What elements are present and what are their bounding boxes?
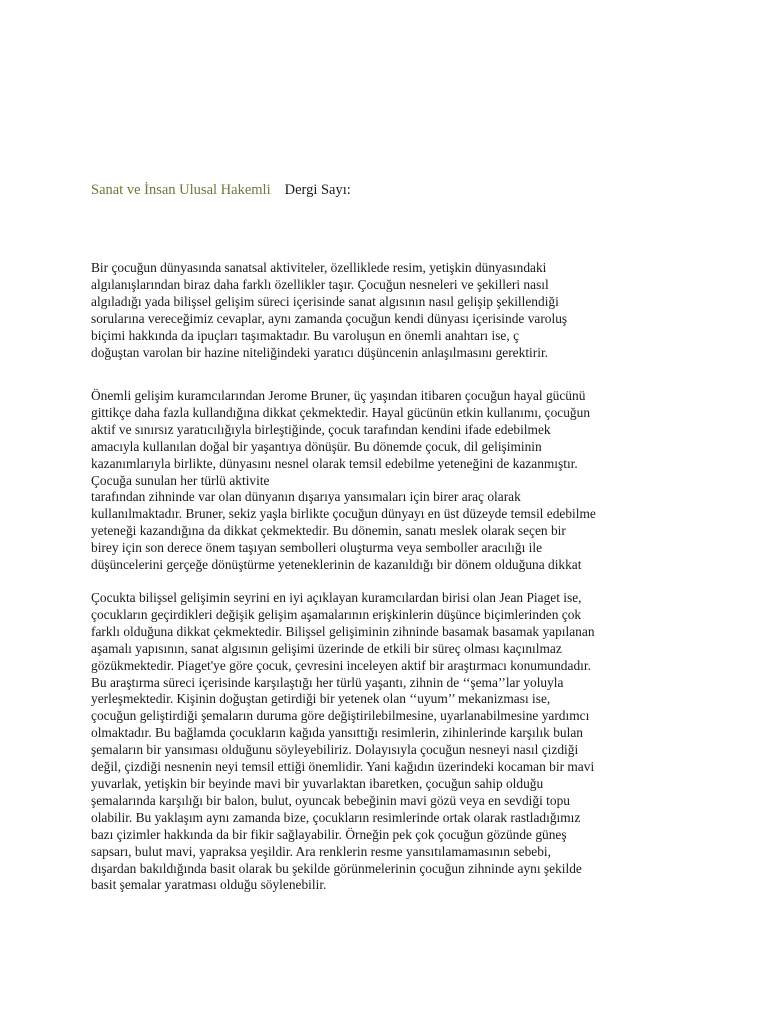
text-line: sorularına vereceğimiz cevaplar, aynı zamanda çocuğun kendi dünyası içerisinde varoluş (91, 310, 568, 326)
text-line: biçimi hakkında da ipuçları taşımaktadır. Bu varoluşun en önemli anahtarı ise, ç (91, 327, 520, 343)
text-line: birey için son derece önem taşıyan sembolleri oluşturma veya semboller aracılığı ile (91, 540, 543, 556)
text-line: aşamalı yapısının, sanat algısının gelişimi üzerinde de etkili bir süreç olması kaçınılmaz (91, 640, 562, 656)
text-line: sapsarı, bulut mavi, yapraksa yeşildir. Ara renklerin resme yansıtılamamasının sebebi, (91, 843, 551, 859)
paragraph-piaget (91, 590, 711, 894)
text-line: kazanımlarıyla birlikte, dünyasını nesnel olarak temsil edebilme yeteneğini de kazanmıştır. (91, 455, 578, 471)
text-line: Çocuğa sunulan her türlü aktivite (91, 472, 270, 488)
text-line: algıladığı yada bilişsel gelişim süreci içerisinde sanat algısının nasıl gelişip şekillendiği (91, 293, 559, 309)
text-line: Bu araştırma süreci içerisinde karşılaştığı her türlü yaşantı, zihnin de ‘‘şema’’lar yoluyla (91, 674, 564, 690)
text-line: tarafından zihninde var olan dünyanın dışarıya yansımaları için birer araç olarak (91, 489, 521, 505)
issue-label: Dergi Sayı: (284, 182, 351, 198)
text-line: dışardan bakıldığında basit olarak bu şekilde görünmelerinin çocuğun zihninde aynı şekilde (91, 860, 582, 876)
text-line: gittikçe daha fazla kullandığına dikkat çekmektedir. Hayal gücünün etkin kullanımı, çocuğun (91, 404, 591, 420)
text-line: olmaktadır. Bu bağlamda çocukların kağıda yansıttığı resimlerin, zihinlerinde karşılık bulan (91, 725, 583, 741)
text-line: amacıyla kullanılan doğal bir yaşantıya dönüşür. Bu dönemde çocuk, dil gelişiminin (91, 438, 542, 454)
text-line: yerleşmektedir. Kişinin doğuştan getirdiği bir yetenek olan ‘‘uyum’’ mekanizması ise, (91, 691, 551, 707)
text-line: gözükmektedir. Piaget'ye göre çocuk, çevresini inceleyen aktif bir araştırmacı konumundadır. (91, 657, 591, 673)
text-line: şemalarında karşılığı bir balon, bulut, oyuncak bebeğinin mavi gözü veya en sevdiği topu (91, 792, 570, 808)
text-line: değil, çizdiği nesnenin neyi temsil ettiği önemlidir. Yani kağıdın üzerindeki kocaman bir mavi (91, 759, 595, 775)
text-line: basit şemalar yaratması olduğu söylenebilir. (91, 877, 327, 893)
text-line: düşüncelerini gerçeğe dönüştürme yeteneklerinin de kazanıldığı bir dönem olduğuna dikkat (91, 557, 582, 573)
text-line: kullanılmaktadır. Bruner, sekiz yaşla birlikte çocuğun dünyayı en üst düzeyde temsil edebilme (91, 506, 596, 522)
text-line: yuvarlak, yetişkin bir beyinde mavi bir yuvarlaktan ibaretken, çocuğun sahip olduğu (91, 775, 544, 791)
text-line: farklı olduğuna dikkat çekmektedir. Bilişsel gelişiminin zihninde basamak basamak yapılanan (91, 623, 595, 639)
text-line: Önemli gelişim kuramcılarından Jerome Bruner, üç yaşından itibaren çocuğun hayal gücünü (91, 388, 586, 403)
text-line: şemaların bir yansıması olduğunu söyleyebiliriz. Dolayısıyla çocuğun nesneyi nasıl çizdiği (91, 742, 579, 758)
text-line: Bir çocuğun dünyasında sanatsal aktiviteler, özellikledе resim, yetişkin dünyasındaki (91, 260, 547, 275)
text-line: doğuştan varolan bir hazine niteliğindeki yaratıcı düşüncenin anlaşılmasını gerektirir. (91, 344, 549, 360)
paragraph-bruner (91, 388, 711, 574)
paragraph-intro (91, 260, 711, 361)
journal-title: Sanat ve İnsan Ulusal Hakemli (91, 182, 271, 198)
text-line: aktif ve sınırsız yaratıcılığıyla birleştiğinde, çocuk tarafından kendini ifade edebilmek (91, 421, 551, 437)
text-line: Çocukta bilişsel gelişimin seyrini en iyi açıklayan kuramcılardan birisi olan Jean Piaget ise, (91, 590, 582, 605)
text-line: çocuğun geliştirdiği şemaların duruma göre değiştirilebilmesine, uyarlanabilmesine yardımcı (91, 708, 590, 724)
text-line: yeteneği kazandığına da dikkat çekmektedir. Bu dönemin, sanatı meslek olarak seçen bir (91, 523, 566, 539)
text-line: çocukların geçirdikleri değişik gelişim aşamalarının erişkinlerin düşünce biçimlerinden çok (91, 606, 582, 622)
text-line: olabilir. Bu yaklaşım aynı zamanda bize, çocukların resimlerinde ortak olarak rastladığımız (91, 809, 581, 825)
text-line: bazı çizimler hakkında da bir fikir sağlayabilir. Örneğin pek çok çocuğun gözünde güneş (91, 826, 567, 842)
text-line: algılanışlarından biraz daha farklı özellikler taşır. Çocuğun nesneleri ve şekilleri nasıl (91, 276, 549, 292)
running-header (91, 181, 351, 199)
